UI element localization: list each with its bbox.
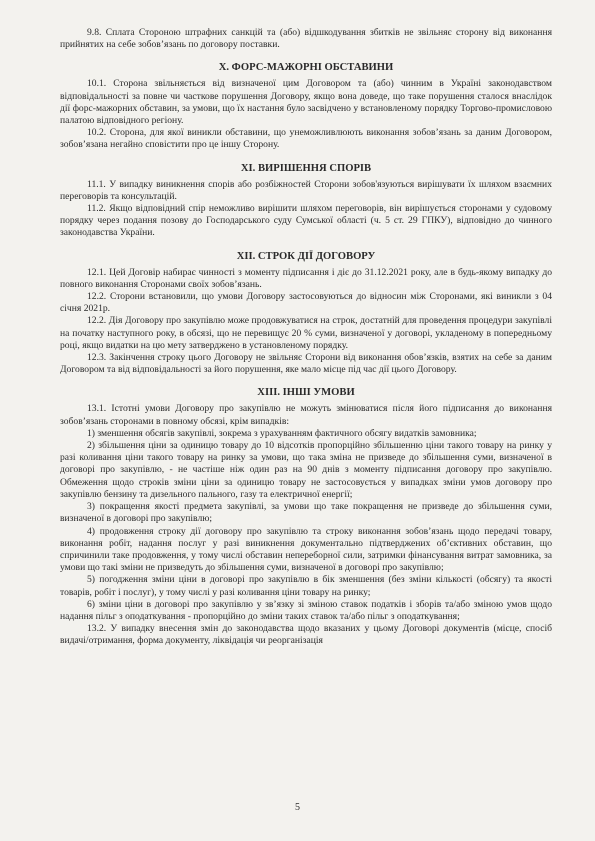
clause-13-1-item-2: 2) збільшення ціни за одиницю товару до 10 відсотків пропорційно збільшенню ціни такого товару на ринку у разі коливання ціни такого товару на ринку за умови, що така зміна не призведе до збільшення суми, визначеної в договорі про закупівлю, - не частіше ніж один раз на 90 днів з моменту підписання договору про закупівлю. Обмеження щодо строків зміни ціни за одиницю товару не застосовується у випадках зміни умов договору про закупівлю бензину та дизельного пального, газу та електричної енергії;: [60, 440, 552, 500]
clause-13-1-item-4: 4) продовження строку дії договору про закупівлю та строку виконання зобов’язань щодо передачі товару, виконання робіт, надання послуг у разі виникнення документально підтверджених об’єктивних обставин, що спричинили таке продовження, у тому числі обставин непереборної сили, затримки фінансування витрат замовника, за умови що такі зміни не призведуть до збільшення суми, визначеної в договорі про закупівлю;: [60, 525, 552, 574]
clause-11-2: 11.2. Якщо відповідний спір неможливо вирішити шляхом переговорів, він вирішується сторонами у судовому порядку через подання позову до Господарського суду Сумської області (ч. 5 ст. 29 ГПКУ), відповідно до чинного законодавства України.: [60, 203, 552, 239]
clause-12-1: 12.1. Цей Договір набирає чинності з моменту підписання і діє до 31.12.2021 року, але в будь-якому випадку до повного виконання Сторонами своїх зобов’язань.: [60, 266, 552, 290]
section-12-title: XII. СТРОК ДІЇ ДОГОВОРУ: [236, 250, 376, 262]
document-body: [60, 27, 552, 648]
section-10-title: X. ФОРС-МАЖОРНІ ОБСТАВИНИ: [218, 62, 394, 74]
clause-11-1: 11.1. У випадку виникнення спорів або розбіжностей Сторони зобов'язуються вирішувати їх шляхом взаємних переговорів та консультацій.: [60, 178, 552, 202]
clause-13-1-item-1: 1) зменшення обсягів закупівлі, зокрема з урахуванням фактичного обсягу видатків замовника;: [87, 427, 477, 439]
clause-12-3: 12.3. Закінчення строку цього Договору не звільняє Сторони від виконання обов’язків, взятих на себе за даним Договором та від відповідальності за його порушення, яке мало місце під час дії цього Договору.: [60, 352, 552, 376]
clause-13-1-item-6: 6) зміни ціни в договорі про закупівлю у зв’язку зі зміною ставок податків і зборів та/або зміною умов щодо надання пільг з оподаткування - пропорційно до зміни таких ставок та/або пільг з оподаткування;: [60, 598, 552, 622]
clause-12-2-b: 12.2. Дія Договору про закупівлю може продовжуватися на строк, достатній для проведення процедури закупівлі на початку наступного року, в обсязі, що не перевищує 20 % суми, визначеної у договорі, укладеному в попередньому році, якщо видатки на цю мету затверджено в установленому порядку.: [60, 315, 552, 351]
clause-13-2: 13.2. У випадку внесення змін до законодавства щодо вказаних у цьому Договорі документів (місце, спосіб видачі/отримання, форма документу, ліквідація чи реорганізація: [60, 623, 552, 647]
clause-13-1-item-3: 3) покращення якості предмета закупівлі, за умови що таке покращення не призведе до збільшення суми, визначеної в договорі про закупівлю;: [60, 501, 552, 525]
clause-10-2: 10.2. Сторона, для якої виникли обставини, що унеможливлюють виконання зобов’язань за даним Договором, зобов’язана негайно сповістити про це іншу Сторону.: [60, 127, 552, 151]
page-number: 5: [295, 802, 300, 813]
section-11-title: XI. ВИРІШЕННЯ СПОРІВ: [240, 162, 372, 174]
clause-9-8: 9.8. Сплата Стороною штрафних санкцій та (або) відшкодування збитків не звільняє сторону від виконання прийнятих на себе зобов’язань по договору поставки.: [60, 27, 552, 51]
clause-13-1-item-5: 5) погодження зміни ціни в договорі про закупівлю в бік зменшення (без зміни кількості (обсягу) та якості товарів, робіт і послуг), у тому числі у разі коливання ціни товару на ринку;: [60, 574, 552, 598]
clause-13-1: 13.1. Істотні умови Договору про закупівлю не можуть змінюватися після його підписання до виконання зобов’язань сторонами в повному обсязі, крім випадків:: [60, 403, 552, 427]
section-13-title: XIII. ІНШІ УМОВИ: [257, 387, 355, 399]
clause-12-2-a: 12.2. Сторони встановили, що умови Договору застосовуються до відносин між Сторонами, які виникли з 04 січня 2021р.: [60, 291, 552, 315]
clause-10-1: 10.1. Сторона звільняється від визначеної цим Договором та (або) чинним в Україні законодавством відповідальності за повне чи часткове порушення Договору, якщо вона доведе, що таке порушення сталося внаслідок дії форс-мажорних обставин, за умови, що їх настання було засвідчено у встановленому порядку Торгово-промисловою палатою відповідного регіону.: [60, 78, 552, 127]
